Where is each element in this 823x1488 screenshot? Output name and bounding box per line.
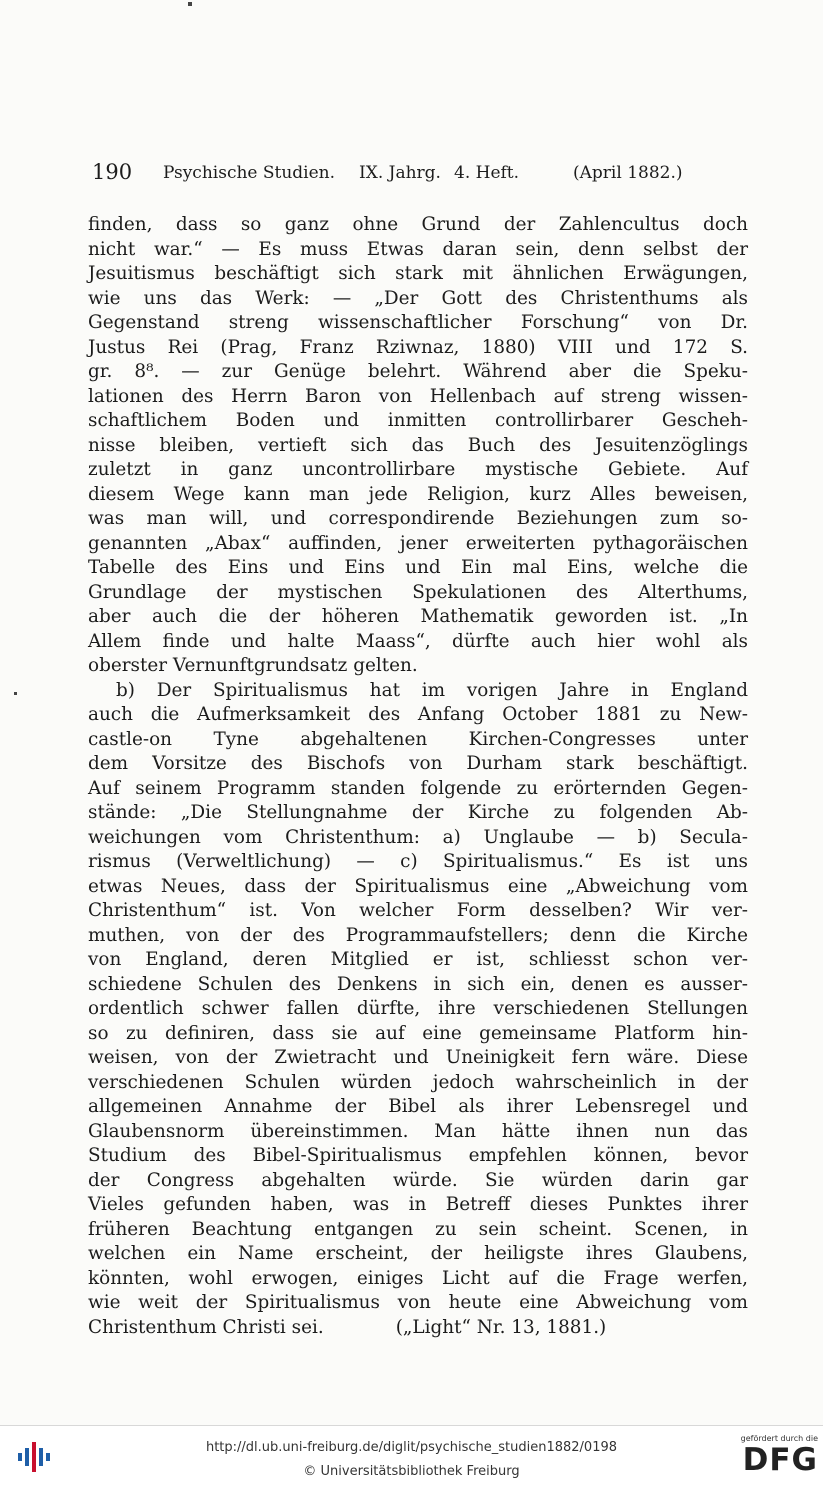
text-line-final	[88, 1316, 748, 1341]
closing-sentence: Christenthum Christi sei.	[88, 1316, 324, 1338]
text-line: rismus (Verweltlichung) — c) Spiritualismus.“ Es ist uns	[88, 851, 748, 872]
running-header	[92, 160, 692, 193]
text-line: Gegenstand streng wissenschaftlicher Forschung“ von Dr.	[88, 312, 748, 333]
text-line: schiedene Schulen des Denkens in sich ein, denen es ausser-	[88, 973, 748, 995]
issue: 4. Heft.	[454, 163, 520, 183]
body-text	[88, 213, 748, 1340]
text-line: lationen des Herrn Baron von Hellenbach auf streng wissen-	[88, 385, 748, 407]
text-line: finden, dass so ganz ohne Grund der Zahlencultus doch	[88, 214, 748, 235]
text-line: castle-on Tyne abgehaltenen Kirchen-Congresses unter	[88, 728, 748, 750]
text-line: Glaubensnorm übereinstimmen. Man hätte ihnen nun das	[88, 1120, 748, 1142]
issue-date: (April 1882.)	[573, 163, 683, 183]
volume: IX. Jahrg.	[359, 163, 441, 183]
text-line: Grundlage der mystischen Spekulationen des Alterthums,	[88, 581, 748, 603]
text-line: der Congress abgehalten würde. Sie würden darin gar	[88, 1169, 748, 1191]
text-line: etwas Neues, dass der Spiritualismus eine „Abweichung vom	[88, 875, 748, 897]
source-reference: („Light“ Nr. 13, 1881.)	[395, 1316, 607, 1338]
text-line: schaftlichem Boden und inmitten controllirbarer Gescheh-	[88, 410, 748, 431]
text-line: so zu definiren, dass sie auf eine gemeinsame Platform hin-	[88, 1022, 748, 1044]
text-line: zuletzt in ganz uncontrollirbare mystische Gebiete. Auf	[88, 459, 748, 480]
text-line: oberster Vernunftgrundsatz gelten.	[88, 655, 418, 676]
text-line: weichungen vom Christenthum: a) Unglaube — b) Secula-	[88, 826, 748, 848]
text-line: allgemeinen Annahme der Bibel als ihrer Lebensregel und	[88, 1096, 748, 1117]
journal-title: Psychische Studien.	[163, 163, 336, 183]
text-line: nisse bleiben, vertieft sich das Buch des Jesuitenzöglings	[88, 434, 748, 456]
text-line: gr. 8⁸. — zur Genüge belehrt. Während aber die Speku-	[88, 361, 748, 382]
page-number: 190	[92, 160, 133, 184]
text-line: diesem Wege kann man jede Religion, kurz Alles beweisen,	[88, 483, 748, 505]
text-line: dem Vorsitze des Bischofs von Durham stark beschäftigt.	[88, 753, 748, 774]
text-line: genannten „Abax“ auffinden, jener erweiterten pythagoräischen	[88, 532, 748, 554]
text-line: Vieles gefunden haben, was in Betreff dieses Punktes ihrer	[88, 1194, 748, 1215]
text-line: Jesuitismus beschäftigt sich stark mit ähnlichen Erwägungen,	[88, 263, 748, 284]
text-line: Christenthum“ ist. Von welcher Form desselben? Wir ver-	[88, 900, 748, 921]
text-line: muthen, von der des Programmaufstellers; denn die Kirche	[88, 924, 748, 946]
text-line: Studium des Bibel-Spiritualismus empfehlen können, bevor	[88, 1145, 748, 1166]
text-line: Tabelle des Eins und Eins und Ein mal Eins, welche die	[88, 557, 748, 578]
text-line: stände: „Die Stellungnahme der Kirche zu folgenden Ab-	[88, 802, 748, 823]
text-line: früheren Beachtung entgangen zu sein scheint. Scenen, in	[88, 1218, 748, 1240]
text-line: welchen ein Name erscheint, der heiligste ihres Glaubens,	[88, 1243, 748, 1264]
text-line: ordentlich schwer fallen dürfte, ihre verschiedenen Stellungen	[88, 998, 748, 1019]
text-line: Auf seinem Programm standen folgende zu erörternden Gegen-	[88, 777, 748, 799]
scan-speck	[14, 692, 17, 695]
text-line: verschiedenen Schulen würden jedoch wahrscheinlich in der	[88, 1071, 748, 1093]
text-line: wie weit der Spiritualismus von heute eine Abweichung vom	[88, 1292, 748, 1313]
text-line: von England, deren Mitglied er ist, schliesst schon ver-	[88, 949, 748, 970]
dfg-wordmark: DFG	[742, 1442, 818, 1478]
text-line: b) Der Spiritualismus hat im vorigen Jahre in England	[116, 679, 748, 701]
dfg-logo	[726, 1434, 818, 1480]
viewer-footer	[0, 1425, 823, 1488]
permalink-url[interactable]: http://dl.ub.uni-freiburg.de/diglit/psychische_studien1882/0198	[205, 1440, 618, 1455]
text-line: Justus Rei (Prag, Franz Rziwnaz, 1880) VIII und 172 S.	[88, 336, 748, 358]
text-line: was man will, und correspondirende Beziehungen zum so-	[88, 508, 748, 529]
text-line: weisen, von der Zwietracht und Uneinigkeit fern wäre. Diese	[88, 1047, 748, 1068]
dfg-tagline: gefördert durch die	[740, 1434, 818, 1443]
scan-speck	[188, 2, 192, 6]
text-line: Allem finde und halte Maass“, dürfte auch hier wohl als	[88, 630, 748, 652]
text-line: nicht war.“ — Es muss Etwas daran sein, denn selbst der	[88, 238, 748, 260]
text-line: wie uns das Werk: — „Der Gott des Christenthums als	[88, 287, 748, 309]
text-line: auch die Aufmerksamkeit des Anfang October 1881 zu New-	[88, 704, 748, 725]
copyright-notice: © Universitätsbibliothek Freiburg	[303, 1464, 520, 1479]
text-line: könnten, wohl erwogen, einiges Licht auf die Frage werfen,	[88, 1267, 748, 1289]
text-line: aber auch die der höheren Mathematik geworden ist. „In	[88, 606, 748, 627]
